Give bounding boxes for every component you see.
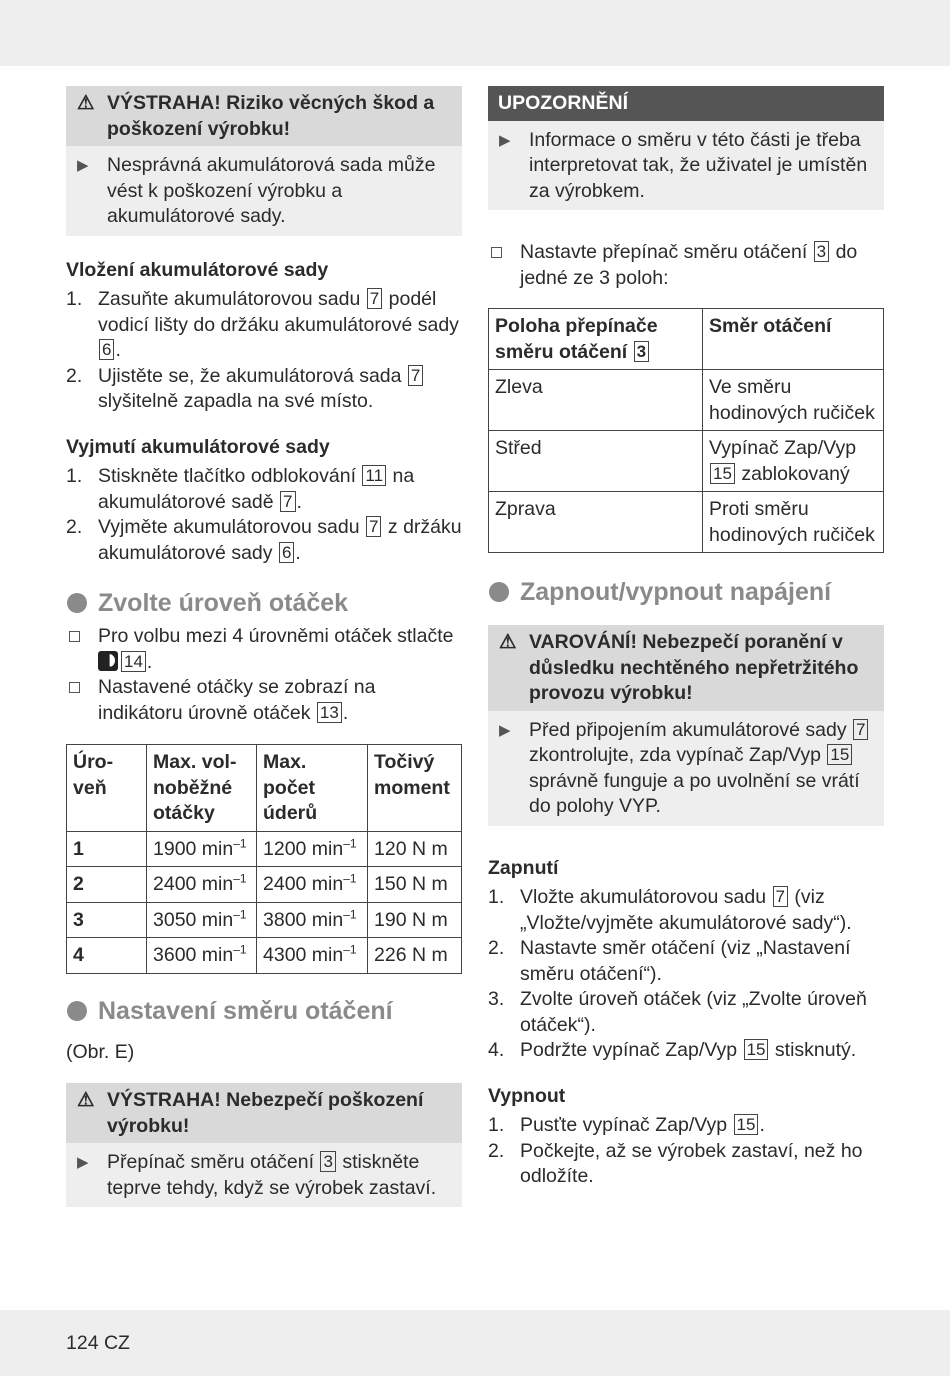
ref-number: 13 <box>317 702 342 723</box>
left-column <box>66 86 462 1207</box>
table-row: 3 3050 $\min^{-1}$ 3800 $\min^{-1}$ 190 N m <box>67 902 462 938</box>
table-row: Střed Vypínač Zap/Vyp 15 zablokovaný <box>489 431 884 492</box>
warning-title: VÝSTRAHA! Riziko věcných škod a poškození výrobku! <box>107 92 435 140</box>
list-item: Pro volbu mezi 4 úrovněmi otáček stlačte 14 . <box>66 624 462 675</box>
warning-box-injury <box>488 625 884 826</box>
switch-on-heading: Zapnutí <box>488 856 559 879</box>
table-row: Zleva Ve směru hodinových ručiček <box>489 370 884 431</box>
ref-number: 15 <box>827 744 852 765</box>
bottom-band <box>0 1310 950 1376</box>
ref-number: 14 <box>121 651 146 672</box>
list-item: 2. Počkejte, až se výrobek zastaví, než ho odložíte. <box>488 1139 863 1187</box>
bullet-dot-icon <box>489 582 509 602</box>
list-item: 2. Nastavte směr otáčení (viz „Nastavení směru otáčení“). <box>488 937 851 985</box>
warning-body <box>66 146 462 236</box>
list-item: 1. Zasuňte akumulátorovou sadu 7 podél vodicí lišty do držáku akumulátorové sady 6 . <box>66 288 459 361</box>
list-item: 2. Vyjměte akumulátorovou sadu 7 z držáku akumulátorové sady 6 . <box>66 516 462 564</box>
col-header: Točivý moment <box>368 745 462 832</box>
checkbox-square-icon <box>491 247 502 258</box>
direction-bullets <box>488 240 884 291</box>
warning-box-direction <box>66 1083 462 1207</box>
ref-number: 15 <box>734 1114 759 1135</box>
table-header-row <box>67 745 462 832</box>
top-band <box>0 0 950 66</box>
list-item: 3. Zvolte úroveň otáček (viz „Zvolte úroveň otáček“). <box>488 988 867 1036</box>
insert-steps <box>66 287 462 415</box>
warning-box-damage <box>66 86 462 236</box>
section-heading-power: Zapnout/vypnout napájení <box>488 577 884 607</box>
ref-number: 11 <box>362 465 386 486</box>
speed-table <box>66 744 462 974</box>
warning-title: VÝSTRAHA! Nebezpečí poškození výrobku! <box>107 1089 424 1137</box>
checkbox-square-icon <box>69 631 80 642</box>
ref-number: 15 <box>744 1039 769 1060</box>
switch-on-steps <box>488 885 884 1064</box>
list-item: Nastavte přepínač směru otáčení 3 do jedné ze 3 poloh: <box>488 240 884 291</box>
warning-header <box>66 1083 462 1143</box>
ref-number: 6 <box>99 339 114 360</box>
arrow-icon: ▶ <box>499 131 511 149</box>
ref-number: 6 <box>279 542 294 563</box>
direction-table <box>488 308 884 553</box>
warning-text: Nesprávná akumulátorová sada může vést k poškození výrobku a akumulátorové sady. <box>107 154 436 227</box>
warning-body: ▶ Před připojením akumulátorové sady 7 zkontrolujte, zda vypínač Zap/Vyp 15 správně funguje a po uvolnění se vrátí do polohy VYP. <box>488 711 884 826</box>
col-header: Poloha přepínače směru otáčení 3 <box>489 309 703 370</box>
arrow-icon: ▶ <box>77 1154 89 1171</box>
ref-number: 7 <box>773 886 788 907</box>
col-header: Směr otáčení <box>703 309 884 370</box>
col-header: Max. počet úderů <box>257 745 368 832</box>
right-column <box>488 86 884 1190</box>
arrow-icon: ▶ <box>77 157 89 174</box>
warning-title: VAROVÁNÍ! Nebezpečí poranění v důsledku nechtěného nepřetržitého provozu výrobku! <box>529 631 859 704</box>
note-header: UPOZORNĚNÍ <box>488 86 884 121</box>
list-item: 1. Vložte akumulátorovou sadu 7 (viz „Vložte/vyjměte akumulátorové sady“). <box>488 886 852 934</box>
switch-off-steps <box>488 1113 884 1190</box>
checkbox-square-icon <box>69 682 80 693</box>
remove-steps <box>66 464 462 566</box>
warning-body: ▶ Přepínač směru otáčení 3 stiskněte teprve tehdy, když se výrobek zastaví. <box>77 1151 437 1199</box>
note-body: ▶ Informace o směru v této části je třeba interpretovat tak, že uživatel je umístěn za výrobkem. <box>499 128 868 202</box>
arrow-icon: ▶ <box>499 721 511 739</box>
table-row: 2 2400 $\min^{-1}$ 2400 $\min^{-1}$ 150 N m <box>67 867 462 903</box>
warning-header <box>488 625 884 711</box>
switch-off-heading: Vypnout <box>488 1084 566 1107</box>
ref-number: 7 <box>408 365 423 386</box>
table-row: 1 1900 $\min^{-1}$ 1200 $\min^{-1}$ 120 N m <box>67 831 462 867</box>
col-header: Max. vol-noběžné otáčky <box>147 745 257 832</box>
section-heading-direction: Nastavení směru otáčení <box>66 996 462 1026</box>
page-footer: 124 CZ <box>66 1332 130 1354</box>
ref-number: 15 <box>710 463 735 484</box>
col-header: Úro-veň <box>67 745 147 832</box>
ref-number: 7 <box>366 516 381 537</box>
ref-number: 7 <box>853 719 868 740</box>
list-item: 1. Pusťte vypínač Zap/Vyp 15 . <box>488 1114 765 1136</box>
note-box <box>488 86 884 210</box>
warning-header <box>66 86 462 146</box>
figure-reference: (Obr. E) <box>66 1040 135 1063</box>
table-row: 4 3600 $\min^{-1}$ 4300 $\min^{-1}$ 226 N m <box>67 938 462 974</box>
warning-icon: ⚠ <box>77 1089 95 1111</box>
warning-icon: ⚠ <box>499 631 517 653</box>
insert-heading: Vložení akumulátorové sady <box>66 258 329 281</box>
bullet-dot-icon <box>67 593 87 613</box>
table-header-row <box>489 309 884 370</box>
list-item: 4. Podržte vypínač Zap/Vyp 15 stisknutý. <box>488 1039 857 1061</box>
section-heading-speed: Zvolte úroveň otáček <box>66 588 462 618</box>
speed-bullets <box>66 624 462 726</box>
speed-button-icon <box>98 651 118 671</box>
warning-icon: ⚠ <box>77 92 95 114</box>
ref-number: 7 <box>367 288 382 309</box>
bullet-dot-icon <box>67 1001 87 1021</box>
remove-heading: Vyjmutí akumulátorové sady <box>66 435 330 458</box>
ref-number: 3 <box>320 1151 335 1172</box>
table-row: Zprava Proti směru hodinových ručiček <box>489 492 884 553</box>
list-item: Nastavené otáčky se zobrazí na indikátoru úrovně otáček 13 . <box>66 675 462 726</box>
list-item: 2. Ujistěte se, že akumulátorová sada 7 slyšitelně zapadla na své místo. <box>66 364 462 415</box>
ref-number: 3 <box>634 341 649 362</box>
list-item: 1. Stiskněte tlačítko odblokování 11 na akumulátorové sadě 7 . <box>66 465 415 513</box>
ref-number: 7 <box>280 491 295 512</box>
ref-number: 3 <box>814 241 829 262</box>
